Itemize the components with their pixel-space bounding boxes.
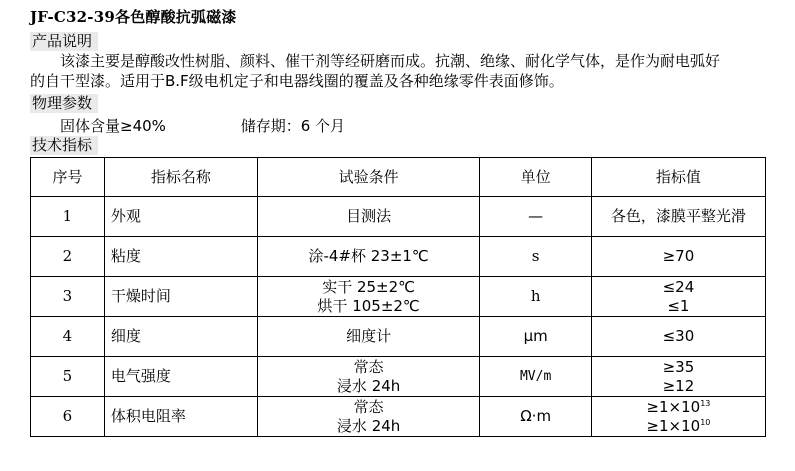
condition-line: 常态 [353,357,384,376]
row-unit: h [480,277,591,317]
value-line: ≤1 [667,296,690,315]
row-no: 1 [31,197,105,237]
table-row [31,397,766,437]
row-name: 粘度 [104,237,257,277]
product-description [30,51,770,91]
condition-line: 烘干 105±2℃ [317,296,420,315]
row-unit: Ω·m [480,397,591,437]
row-name: 干燥时间 [104,277,257,317]
value-line: ≥12 [662,376,695,395]
row-condition: 细度计 [257,317,480,357]
description-line-2: 的自干型漆。适用于B.F级电机定子和电器线圈的覆盖及各种绝缘零件表面修饰。 [30,72,564,90]
physical-params [60,116,345,136]
value-line [598,398,759,417]
value-base: ≥1×10 [646,397,701,416]
header-value: 指标值 [591,158,765,197]
row-no: 2 [31,237,105,277]
row-no: 6 [31,397,105,437]
row-value: 各色，漆膜平整光滑 [591,197,765,237]
row-name: 体积电阻率 [104,397,257,437]
row-condition: 目测法 [257,197,480,237]
header-no: 序号 [31,158,105,197]
row-no: 5 [31,357,105,397]
value-line: ≤24 [662,277,695,296]
row-value [591,277,765,317]
value-base: ≥1×10 [646,416,701,435]
row-condition [257,397,480,437]
value-exponent: 13 [700,398,711,408]
row-value [591,357,765,397]
condition-line: 浸水 24h [336,376,401,395]
document-title: JF-C32-39各色醇酸抗弧磁漆 [30,8,237,26]
table-header-row [31,158,766,197]
row-value [591,397,765,437]
row-unit: — [480,197,591,237]
section-heading-product-description: 产品说明 [30,32,98,51]
solid-content: 固体含量≥40% [60,117,166,135]
description-line-1: 该漆主要是醇酸改性树脂、颜料、催干剂等经研磨而成。抗潮、绝缘、耐化学气体，是作为耐电弧好 [60,52,721,70]
header-condition: 试验条件 [257,158,480,197]
storage-period: 储存期：6 个月 [240,117,346,135]
table-row [31,357,766,397]
row-unit: s [480,237,591,277]
value-line [598,417,759,436]
row-unit: μm [480,317,591,357]
section-heading-tech-specs: 技术指标 [30,136,98,155]
row-condition [257,277,480,317]
table-row [31,317,766,357]
table-row [31,277,766,317]
row-name: 细度 [104,317,257,357]
row-name: 外观 [104,197,257,237]
row-condition [257,357,480,397]
condition-line: 实干 25±2℃ [322,277,416,296]
row-condition: 涂-4#杯 23±1℃ [257,237,480,277]
row-value: ≥70 [591,237,765,277]
row-unit: MV/m [480,357,591,397]
table-row [31,197,766,237]
section-heading-physical-params: 物理参数 [30,94,98,113]
spec-table [30,157,766,437]
table-row [31,237,766,277]
value-line: ≥35 [662,357,695,376]
row-no: 3 [31,277,105,317]
row-no: 4 [31,317,105,357]
header-unit: 单位 [480,158,591,197]
condition-line: 常态 [353,397,384,416]
row-name: 电气强度 [104,357,257,397]
header-name: 指标名称 [104,158,257,197]
row-value: ≤30 [591,317,765,357]
condition-line: 浸水 24h [336,416,401,435]
value-exponent: 10 [700,417,711,427]
